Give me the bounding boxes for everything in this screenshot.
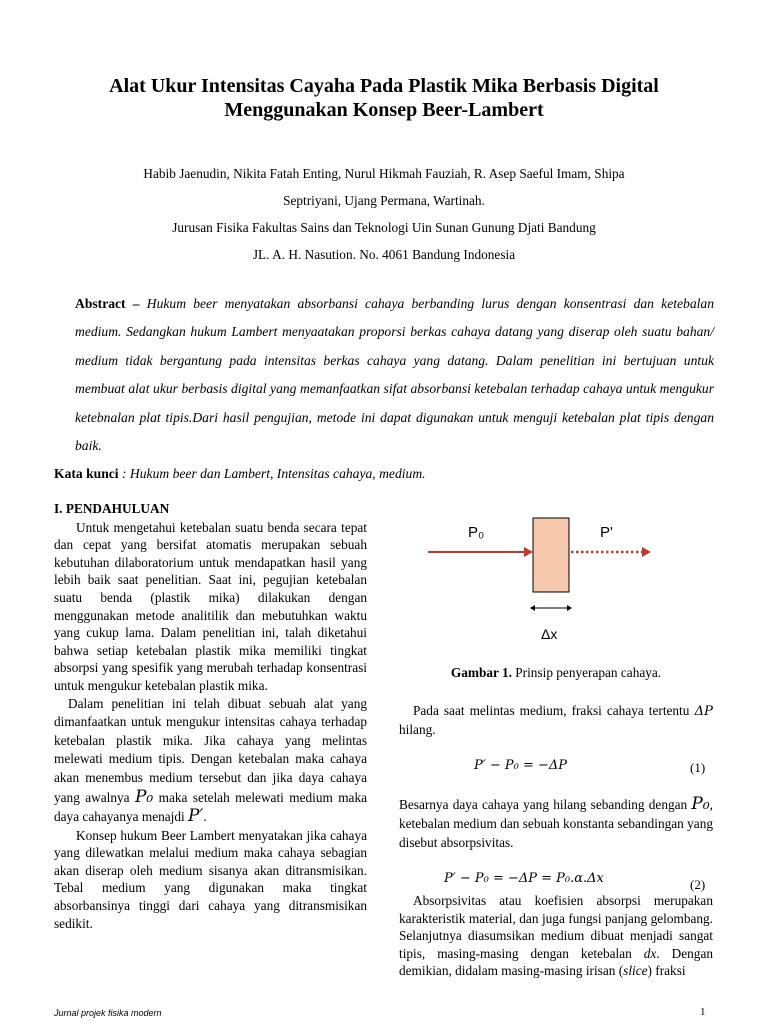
intro-p2-text-a: Dalam penelitian ini telah dibuat sebuah alat yang dimanfaatkan untuk mengukur intensitas cahaya terhadap ketebalan plastik mika. Jika cahaya yang melintas melewati medium tipis. Dengan ketebalan maka cahaya akan menembus medium tersebut dan jika daya cahaya yang awalnya <box>54 695 367 805</box>
label-p0: P₀ <box>468 524 485 541</box>
title-line-2: Menggunakan Konsep Beer-Lambert <box>224 99 544 121</box>
right-p2-text-b: , ketebalan medium dan sebuah konstanta sebandingan yang disebut absorpsivitas. <box>399 797 713 850</box>
label-dx: Δx <box>541 626 558 642</box>
transmitted-arrow-head <box>642 547 651 557</box>
abstract-text: Hukum beer menyatakan absorbansi cahaya berbanding lurus dengan konsentrasi dan ketebalan medium. Sedangkan hukum Lambert menyaatakan proporsi berkas cahaya datang yang diserap oleh suatu bahan/ medium tidak bergantung pada intensitas berkas cahaya yang datang. Dalam penelitian ini bertujuan untuk membuat alat ukur berbasis digital yang memanfaatkan sifat absorbansi ketebalan terhadap cahaya untuk mengukur ketebnalan plat tipis.Dari hasil pengujian, metode ini dapat digunakan untuk menguji ketebalan plat tipis dengan baik. <box>75 296 715 454</box>
intro-p2-text-b: maka setelah melewati medium maka daya cahayanya menajdi <box>54 789 368 825</box>
equation-1-number: (1) <box>690 760 706 775</box>
paper-title <box>40 74 728 122</box>
right-p2 <box>399 795 713 852</box>
right-p1 <box>399 702 713 738</box>
affiliation: Jurusan Fisika Fakultas Sains dan Teknologi Uin Sunan Gunung Djati Bandung <box>172 220 596 235</box>
keywords-text: : Hukum beer dan Lambert, Intensitas cahaya, medium. <box>122 466 426 482</box>
equation-2-number: (2) <box>690 877 706 892</box>
abstract-label: Abstract – <box>75 296 140 311</box>
equation-2-body: P′ − P₀ = −ΔP = P₀.α.Δx <box>444 871 604 886</box>
right-p3-text-a: Absorpsivitas atau koefisien absorpsi merupakan karakteristik material, dan juga fungsi panjang gelombang. Selanjutnya diasumsikan medium dibuat menjadi sangat tipis, masing-masing dengan ketebalan <box>399 893 713 961</box>
label-p-prime: P' <box>600 524 613 541</box>
symbol-p0-right: P₀ <box>691 794 710 814</box>
right-p3 <box>399 892 713 980</box>
right-p3-text-b: . Dengan demikian, didalam masing-masing irisan ( <box>399 945 714 979</box>
symbol-delta-p: ΔP <box>694 704 713 719</box>
symbol-dx: dx <box>643 945 657 961</box>
right-paragraph-1 <box>399 702 713 738</box>
section-heading: I. PENDAHULUAN <box>54 501 170 516</box>
equation-1-body: P′ − P₀ = −ΔP <box>474 758 567 773</box>
keywords <box>54 460 714 488</box>
page-number: 1 <box>700 1006 706 1018</box>
right-p1-text-b: hilang. <box>399 721 436 737</box>
caption-label: Gambar 1. <box>450 665 512 680</box>
journal-footer: Jurnal projek fisika modern <box>54 1008 162 1018</box>
left-column <box>54 500 367 932</box>
right-paragraph-3 <box>399 892 713 980</box>
figure-caption <box>399 665 713 681</box>
equation-1 <box>474 757 567 773</box>
intro-paragraph-2 <box>54 695 367 827</box>
intro-paragraph-3: Konsep hukum Beer Lambert menyatakan jika cahaya yang dilewatkan melalui medium maka cahaya sebagian akan diserap oleh medium sisanya akan ditransmisikan. Tebal medium yang digunakan maka tingkat absorbansinya tinggi dari cahaya yang ditransmisikan sedikit. <box>54 827 367 931</box>
symbol-p0: P₀ <box>134 786 154 807</box>
authors-line-1: Habib Jaenudin, Nikita Fatah Enting, Nurul Hikmah Fauziah, R. Asep Saeful Imam, Shipa <box>143 166 625 181</box>
intro-paragraph-1: Untuk mengetahui ketebalan suatu benda secara tepat dan cepat yang bersifat atomatis merupakan sebuah kebutuhan dilaboratorium untuk mendapatkan hasil yang lebih baik saat penelitian. Saat ini, pegujian ketebalan suatu benda (plastik mika) dilakukan dengan menggunakan metode analitilik dan mebutuhkan waktu yang cukup lama. Dalam penelitian ini, talah diketahui bahwa setiap ketebalan plastik mika memiliki tingkat absorpsi yang spesifik yang merubah terhadap konsentrasi untuk mengukur ketebalan plastik mika. <box>54 519 367 693</box>
figure-1 <box>420 510 720 650</box>
keywords-label: Kata kunci <box>54 466 119 482</box>
medium-block <box>533 518 569 592</box>
right-paragraph-2 <box>399 795 713 852</box>
equation-2 <box>444 870 604 886</box>
right-p1-text-a: Pada saat melintas medium, fraksi cahaya tertentu <box>413 703 690 718</box>
abstract <box>54 290 714 489</box>
author-block <box>60 160 708 268</box>
authors-line-2: Septriyani, Ujang Permana, Wartinah. <box>283 193 485 208</box>
right-p3-text-c: ) fraksi <box>647 963 686 979</box>
address: JL. A. H. Nasution. No. 4061 Bandung Indonesia <box>252 247 516 262</box>
title-line-1: Alat Ukur Intensitas Cayaha Pada Plastik Mika Berbasis Digital <box>109 75 659 97</box>
absorption-diagram <box>420 510 720 650</box>
right-p2-text-a: Besarnya daya cahaya yang hilang sebanding dengan <box>399 797 688 812</box>
incident-arrow-head <box>524 547 533 557</box>
intro-p2-text-c: . <box>203 809 207 825</box>
slice-term: slice <box>623 963 648 979</box>
symbol-p-prime: P′ <box>188 806 204 827</box>
caption-text: Prinsip penyerapan cahaya. <box>515 665 662 680</box>
